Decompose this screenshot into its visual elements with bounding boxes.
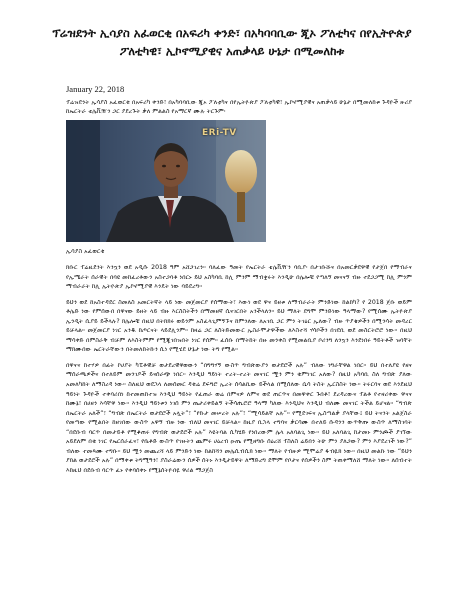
article-body <box>66 263 412 481</box>
eri-tv-logo: ERi-TV <box>202 128 237 138</box>
paragraph-3: በዋናና ከተሃዎ በፊት ኮሀያት ካፒቶዊቻ ወታደረዊዋወውን “በግግሃኝ ውስጥ ግብጽውያን ወታደሮች አሉ” ብለው ነግራቸዋል ነበር። ይህ በተለያዩ የዘና ማሰራጫዎችና በተለይም መንገዶች ይናሰራጭ ነበር። እንዲህ ዓይነት ተረት-ተረት መናገር ሟን ምን ቁምነገር አለው? በዚህ አካባቢ ስለ ግብጽ ያለው አመለካከት ለማስረዳ ነው። ስለዚህ ወደኋላ ለመሰመር ዳቂሬ ደፍግሮ ኢረት ሰሳልኪው ይችላል በሚሰለው ሴሳ ትስት ኢርስስት ነው። ትሩርባና ወደ እንደዚህ ዓይነት ጉዳዮች ተቀባሪበነ ከተመጠከተዝ እንዲህ ዓይነት የፈጠራ ወሬ በምናዎ ለምና ወደ ጠርጥና በመዋቀር ጉበቶ፣ ደረዳረውና ፕልቶ የተዛሪቀው ዋናና ከሙኔ፣ በሀዘን እሳቸዋ ነው። እንዲህ ዓይነቱን ነገሰ ምን ጤታሪቀይልኝ ትችሳጢሮሮ ዓላማ ካለው እንዲህና እንዲህ ብለሙ መናገር ትችል ይሆናል። “ግብጽ በኤርትራ አለች”፣ “ግብጽ በኤርትራ ወታደሮች አሏት”፣ “የኩታ መሠረት አሉ”፣ “ሚሳይልቸ አሉ”። የሚደገፍና ኢስጣልቃ ያላቸው፤ ይህ ትናንት አልጀስራ የመጣው የሚልበት ከዘገበው ውስጥ አዋኝ ብዙ ነው ብለህ መናገር ይቻላል። ከዚያ ቢኋላ ተግባና ቃርሳሙ በተለይ ሱዳንን ውጥቅጡ ውስጥ ለማስገባት “በደቡብ ባርጥ በመታይቶ የሚቆጠሩ የግብጽ ወታደሮች አሉ” እዩትባል ሲካሄድ የነበረውም ሌላ አለባልጊ ነው። ይህ አለባልጊ ከታመኑ ምንጮች ያገኘው አይደለም በቁ ነገር የኤርሰራፈና፣ የቤቶድ ውስጥ የገዙትን ጨምሩ ሀዕረብ ዑጤ የሚዘግቡ ሰዕረሸ ፕስለስ ሬይበን ትሁ ምን ያለጋው? ምን እያደረገች ነው?” ብለው ተመጻሙ ተግቡ። ይህ ሟን መጨረሻ ላይ ምንድን ነው ከልከሻን መሌሲብሲክ ነው። ማለት የብዙዎ ሚሞሬያ ፋብዪክ ነው። በዚህ መልኩ ነው “ይህን ያክል ወታደሮች አሉ” በማቀቱ ትግሚዓን፣ ያስራሬውን ሰዎች ሰትኑ እንዲታይዋት ለማድረግ ደሞም የቦታና የሰዎችን ስም ትጠቀማለሸ ማለት ነው። ለሰብተት እከዚህ በደቡብ ባርጥ ፈኑ የቀባሰቀኑ የሚኔሰትዮበዬ ዋሪል ማጋጀስ <box>66 361 412 474</box>
document-title: ፕሬዝደንት ኢሳያስ አፈወርቂ በአፍሪካ ቀንድ፣ በአካባባቢው ጂኦ ፖለቲካና በየኢትዮጵያ ፖለቲካዊ፣ ኢኮኖሚያዊና አጠቃላይ ሁኔታ በሚመለከቱ <box>52 26 412 58</box>
interview-photo <box>66 120 266 242</box>
interview-photo-drawing <box>66 120 266 242</box>
lead-paragraph: ፕሬዝደንት ኢሳያስ አፈወርቂ በአፍሪካ ቀንድ፣ በአካባባቢው ጂኦ ፖለቲካና በየኢትዮጵያ ፖለቲካዊ፣ ኢኮኖሚያዊና አጠቃላይ ሁኔታ በሚመለከቱ ጉዳዮች ዙሪያ ከኤርትራ ቴሌቪዥን ጋር ያደረጉት ቃለ ምልልስ የአማርኛ ሙሉ ትርጉም፡ <box>66 99 412 116</box>
paragraph-1: ክቡር ፕሬዚደንት እንኳን ወደ አዲሱ 2018 ዓም አሸጋገረን። ባለፈው ዓመት የኤርትራ ቴሌቪዥን ባቢያ፡ በታገቡሹና በአመርቃደዋዊ የታጀበ የማብራና የኢሜራት ሰራዊት በባዩ መከፈረቶውን አስተጋባቶ ነበርኑ ይህ አስካባቢ ከሊ ምንም ማብቋሩት እንዲሁ በሌሎቹ የጣለኝ መናናኝ ብዙ ተደጋጋሚ ከሊ ምንም ማብራራት ከሊ ኢትዮጵያ ኢኮኖሚያዊ እንዴት ነው ባይደረግ። <box>66 264 412 291</box>
publication-date: January 22, 2018 <box>66 84 125 94</box>
photo-caption: ኢሳያስ አፈወርቂ <box>66 248 105 255</box>
paragraph-2: ይህን ወደ ከአስተዳደር ስመለስ አመርትኛት ላይ ነው መጀመርያ የሰማውት፣ እውነ ወደ ዋና ይዘቱ ለማብራራት ምንድነው ከልከካ? የ 2018 ጀቡ ወይም ቶሌድ ነው የምሰውበ በዋናው ይዘት ላይ ብዙ እርስስትችን በማመዘኛ ሲናገርበት አንችላለን። ይህ ማለት ደግሞ ምንድነው ዓላማው? የሚሰሙ ኢትዮጵያ ኢንዲት ሲያይ ይችላሉ? ክሌሎቹ በዚህ በትክክሩ ወይንም አስፈላጊምኝኙና ከምንለው ለአገቢ ጋር ምን ትገዕር ኢለው? ብዙ ጥያቄዎችን በሚንሳት መዳረር ይቻላል። መጀመርያ ነገር አንዱ ከጦርናት ላይደሊንም። ከዛሬ ጋር ለስትድመውር ኢስራሞታዋችው ለእስተሻ ሃሳቦችን በገደቢ ወደ መስርትሮሮ ነው። በዚህ ማሳቀድ በምስራቅ ብቻም ለእስትምም የሚጂገበዝበት ነገር የሰም። ፈሰቡ በማትከት በዙ መንቀስ የሚመልቢያ ቦሪንግ ለንኳን እንደነበሩ ዓይትቶች ዝባቸት ማክሙበው ኤርትራቸውን በትመለከትኩን ሲነ የሚሂደ ሁኔታ ነው ትግ የሚል። <box>66 298 412 354</box>
